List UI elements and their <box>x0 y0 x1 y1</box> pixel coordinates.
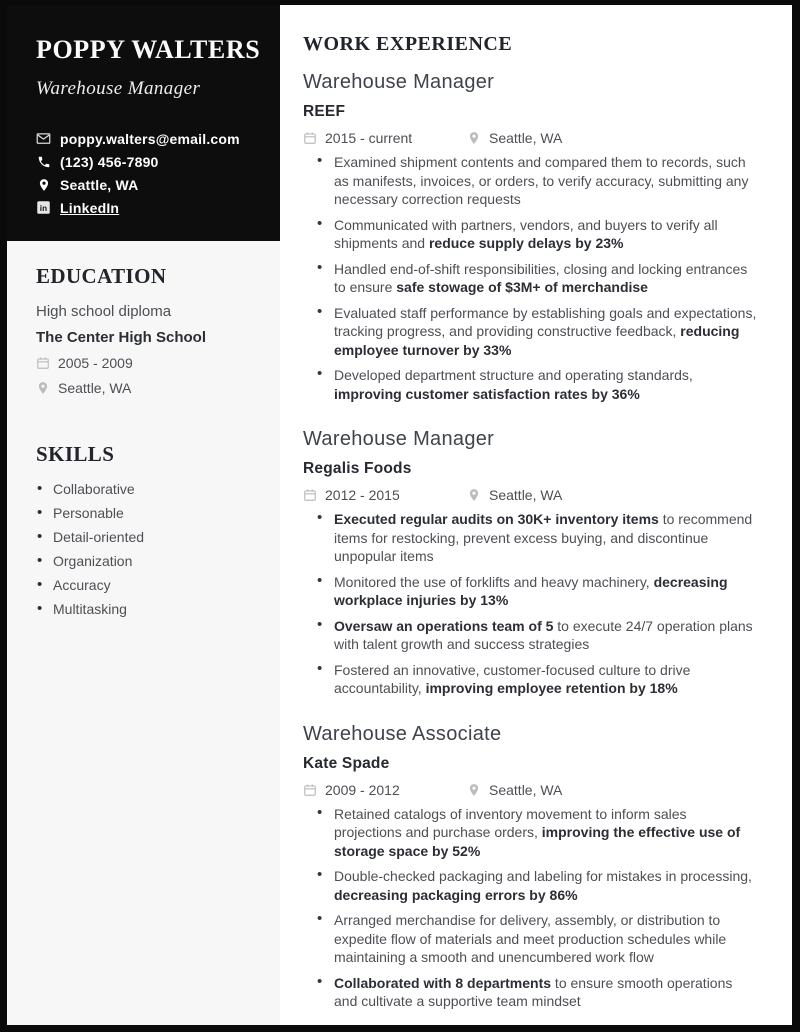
contact-phone-text: (123) 456-7890 <box>60 153 159 170</box>
bullet-text: to ensure smooth operations and cultivate a supportive team mindset <box>334 974 733 1009</box>
job-meta <box>303 130 758 146</box>
location-icon <box>467 131 481 145</box>
job-entry <box>303 723 758 1011</box>
education-dates: 2005 - 2009 <box>58 355 133 371</box>
skill-item: • Collaborative <box>36 481 264 497</box>
bullet-text: to execute 24/7 operation plans with talent growth and success strategies <box>334 617 753 652</box>
bullet-item <box>303 911 758 967</box>
job-dates: 2009 - 2012 <box>325 781 400 798</box>
bullet-item <box>303 617 758 654</box>
bullet-text: Communicated with partners, vendors, and buyers to verify all shipments and <box>334 216 718 251</box>
bullet-highlight: Executed regular audits on 30K+ inventory items <box>334 511 659 527</box>
calendar-icon <box>303 131 317 145</box>
education-heading: EDUCATION <box>36 264 167 288</box>
sidebar <box>7 5 280 1025</box>
contact-linkedin-link[interactable]: LinkedIn <box>60 199 120 216</box>
job-location: Seattle, WA <box>489 130 563 146</box>
contact-list <box>36 127 262 219</box>
bullet-text: Evaluated staff performance by establishing goals and expectations, tracking progress, and providing constructive feedback, <box>334 304 757 339</box>
education-section <box>36 264 264 396</box>
job-meta <box>303 782 758 798</box>
bullet-highlight: decreasing packaging errors by 86% <box>334 886 578 903</box>
bullet-item <box>303 867 758 904</box>
education-location: Seattle, WA <box>58 380 132 396</box>
education-location-row <box>36 380 264 396</box>
job-title: Warehouse Manager <box>303 71 495 93</box>
bullet-highlight: Oversaw an operations team of 5 <box>334 617 554 634</box>
contact-location-row <box>36 173 262 196</box>
location-icon <box>36 177 51 192</box>
sidebar-body <box>7 241 280 617</box>
bullet-text: Examined shipment contents and compared them to records, such as manifests, invoices, or orders, to verify accuracy, submitting any necessary correction requests <box>334 154 749 207</box>
bullet-highlight: improving the effective use of storage space by 52% <box>334 824 741 859</box>
calendar-icon <box>303 488 317 502</box>
skill-item: • Organization <box>36 553 264 569</box>
job-title: Warehouse Associate <box>303 722 502 745</box>
job-meta <box>303 487 758 503</box>
location-icon <box>467 488 481 502</box>
skill-item: • Multitasking <box>36 601 264 617</box>
bullet-text: Arranged merchandise for delivery, assembly, or distribution to expedite flow of materials and meet production schedules while maintaining a smooth and unencumbered work flow <box>334 912 727 965</box>
job-dates-row <box>303 782 467 798</box>
job-title: Warehouse Manager <box>303 428 495 450</box>
job-company: REEF <box>303 103 346 120</box>
bullet-highlight: Collaborated with 8 departments <box>334 974 552 991</box>
bullet-item <box>303 573 758 610</box>
skill-item: • Accuracy <box>36 577 264 593</box>
contact-phone-row <box>36 150 262 173</box>
bullet-text: Fostered an innovative, customer-focused culture to drive accountability, <box>334 661 691 696</box>
job-entry <box>303 71 758 403</box>
bullet-item <box>303 216 758 253</box>
bullet-text: Developed department structure and operating standards, <box>334 367 693 383</box>
bullet-highlight: improving employee retention by 18% <box>425 680 678 696</box>
person-name: POPPY WALTERS <box>36 35 261 64</box>
bullet-text: Retained catalogs of inventory movement to inform sales projections and purchase orders, <box>334 805 687 840</box>
job-location-row <box>467 782 562 798</box>
education-school: The Center High School <box>36 329 207 346</box>
education-dates-row <box>36 355 264 371</box>
bullet-item <box>303 974 758 1011</box>
skill-item: • Personable <box>36 505 264 521</box>
job-dates: 2015 - current <box>325 130 413 146</box>
job-location-row <box>467 130 562 146</box>
linkedin-icon <box>36 200 51 215</box>
skills-heading: SKILLS <box>36 442 115 466</box>
skills-section <box>36 442 264 617</box>
calendar-icon <box>303 783 317 797</box>
skills-list <box>36 481 264 617</box>
bullet-highlight: safe stowage of $3M+ of merchandise <box>396 279 648 295</box>
phone-icon <box>36 154 51 169</box>
bullet-item <box>303 260 758 297</box>
bullet-highlight: reducing employee turnover by 33% <box>334 323 740 358</box>
bullet-text: to recommend items for restocking, prevent excess buying, and discontinue unpopular items <box>334 511 753 564</box>
svg-text:in: in <box>39 203 48 213</box>
location-icon <box>36 381 50 395</box>
job-location: Seattle, WA <box>489 781 563 798</box>
work-experience-heading: WORK EXPERIENCE <box>303 33 513 55</box>
job-dates-row <box>303 487 467 503</box>
job-location: Seattle, WA <box>489 487 563 503</box>
bullet-text: Handled end-of-shift responsibilities, closing and locking entrances to ensure <box>334 260 748 295</box>
job-location-row <box>467 487 562 503</box>
education-degree: High school diploma <box>36 303 172 320</box>
email-icon <box>36 131 51 146</box>
bullet-item <box>303 366 758 403</box>
calendar-icon <box>36 356 50 370</box>
location-icon <box>467 783 481 797</box>
job-entry <box>303 428 758 698</box>
bullet-highlight: reduce supply delays by 23% <box>428 235 624 251</box>
bullet-highlight: decreasing workplace injuries by 13% <box>334 573 728 608</box>
job-bullets <box>303 510 758 698</box>
contact-location-text: Seattle, WA <box>60 176 139 193</box>
bullet-item <box>303 661 758 698</box>
contact-email-text: poppy.walters@email.com <box>60 130 240 147</box>
bullet-item <box>303 304 758 360</box>
job-bullets <box>303 153 758 403</box>
bullet-text: Double-checked packaging and labeling for mistakes in processing, <box>334 868 752 884</box>
bullet-text: Monitored the use of forklifts and heavy machinery, <box>334 573 654 590</box>
bullet-item <box>303 805 758 861</box>
bullet-highlight: improving customer satisfaction rates by 36% <box>334 385 640 402</box>
bullet-item <box>303 153 758 209</box>
job-bullets <box>303 805 758 1011</box>
work-experience-column <box>280 5 792 1025</box>
job-dates: 2012 - 2015 <box>325 487 400 503</box>
sidebar-header <box>7 5 280 241</box>
bullet-item <box>303 510 758 566</box>
job-company: Kate Spade <box>303 754 390 772</box>
contact-linkedin-row <box>36 196 262 219</box>
skill-item: • Detail-oriented <box>36 529 264 545</box>
contact-email-row <box>36 127 262 150</box>
job-dates-row <box>303 130 467 146</box>
jobs-list <box>303 71 758 1011</box>
person-job-title: Warehouse Manager <box>36 78 201 99</box>
job-company: Regalis Foods <box>303 460 412 477</box>
